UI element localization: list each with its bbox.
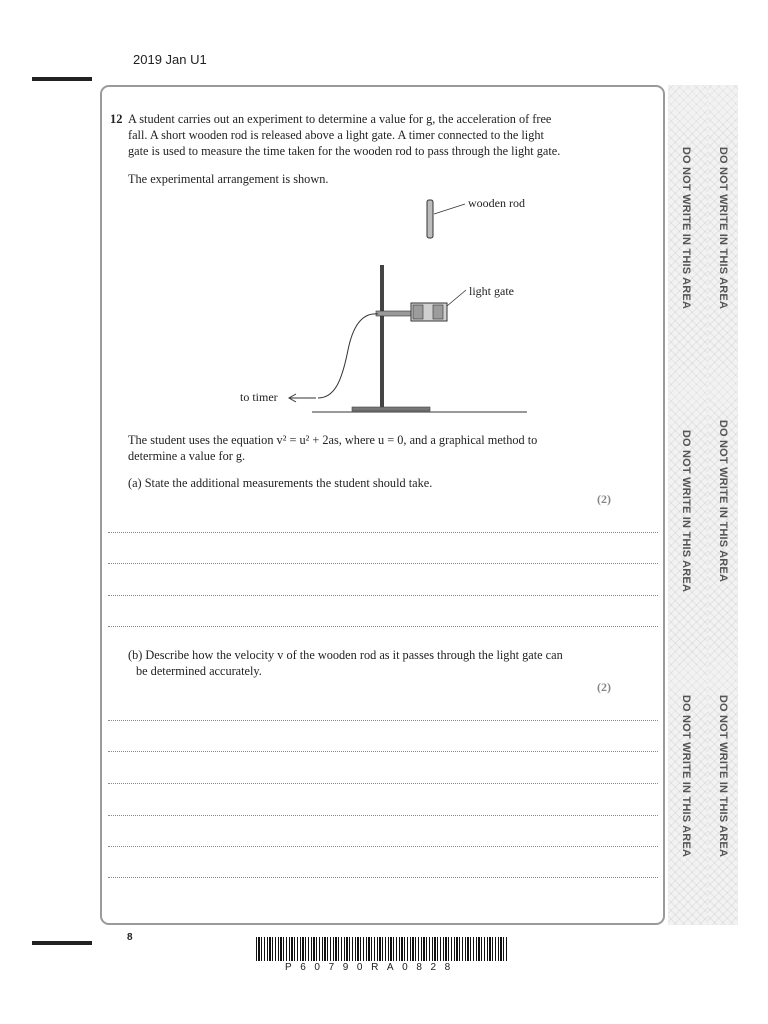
question-number: 12 xyxy=(110,112,123,126)
label-to-timer: to timer xyxy=(240,390,278,404)
gate-label-leader xyxy=(447,290,466,306)
clamp-arm xyxy=(376,311,412,316)
answer-line[interactable] xyxy=(108,595,658,596)
stand-base xyxy=(352,407,430,411)
answer-line[interactable] xyxy=(108,563,658,564)
margin-warning: DO NOT WRITE IN THIS AREA xyxy=(680,694,692,858)
answer-line[interactable] xyxy=(108,751,658,752)
equation-text xyxy=(128,432,608,464)
margin-warning: DO NOT WRITE IN THIS AREA xyxy=(717,419,729,583)
answer-line[interactable] xyxy=(108,877,658,878)
stand-pole xyxy=(380,265,384,410)
page-number: 8 xyxy=(127,932,133,943)
wooden-rod xyxy=(427,200,433,238)
part-b-line: be determined accurately. xyxy=(136,664,262,678)
arrangement-text: The experimental arrangement is shown. xyxy=(128,172,329,186)
part-b-marks: (2) xyxy=(597,680,611,694)
answer-line[interactable] xyxy=(108,783,658,784)
part-b-line: (b) Describe how the velocity v of the wooden rod as it passes through the light gate can xyxy=(128,648,563,662)
timer-cable xyxy=(318,314,378,398)
light-gate-right xyxy=(433,305,443,319)
light-gate-left xyxy=(413,305,423,319)
margin-warning: DO NOT WRITE IN THIS AREA xyxy=(680,429,692,593)
label-light-gate: light gate xyxy=(469,284,514,298)
part-a-text: (a) State the additional measurements the student should take. xyxy=(128,476,433,490)
header-label: 2019 Jan U1 xyxy=(133,52,207,67)
margin-warning: DO NOT WRITE IN THIS AREA xyxy=(717,146,729,310)
answer-line[interactable] xyxy=(108,815,658,816)
answer-line[interactable] xyxy=(108,720,658,721)
barcode xyxy=(256,937,508,961)
part-a-marks: (2) xyxy=(597,492,611,506)
intro-line: gate is used to measure the time taken for the wooden rod to pass through the light gate. xyxy=(128,144,561,158)
margin-warning: DO NOT WRITE IN THIS AREA xyxy=(680,146,692,310)
margin-warning: DO NOT WRITE IN THIS AREA xyxy=(717,694,729,858)
label-wooden-rod: wooden rod xyxy=(468,196,525,210)
barcode-text: P60790RA0828 xyxy=(285,962,459,973)
part-b-text xyxy=(128,647,608,679)
equation-line: determine a value for g. xyxy=(128,449,246,463)
answer-line[interactable] xyxy=(108,626,658,627)
answer-line[interactable] xyxy=(108,846,658,847)
equation-line: The student uses the equation v² = u² + 2as, where u = 0, and a graphical method to xyxy=(128,433,538,447)
answer-line[interactable] xyxy=(108,532,658,533)
intro-line: A student carries out an experiment to determine a value for g, the acceleration of free xyxy=(128,112,552,126)
rod-label-leader xyxy=(434,204,465,214)
intro-line: fall. A short wooden rod is released above a light gate. A timer connected to the light xyxy=(128,128,544,142)
